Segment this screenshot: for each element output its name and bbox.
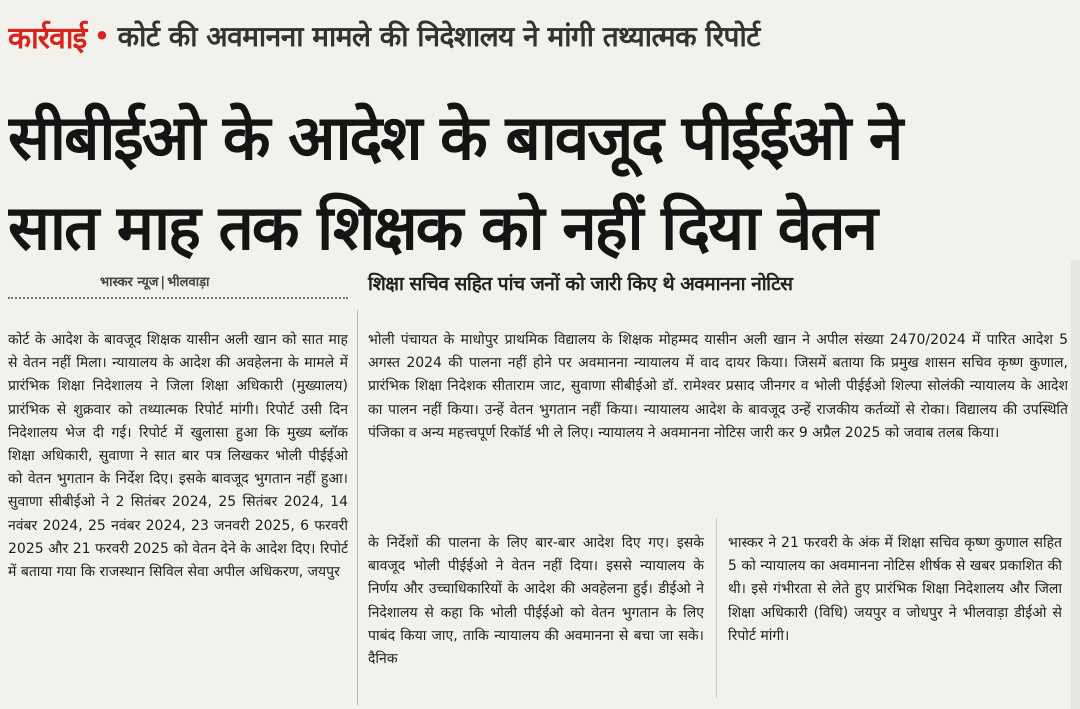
column-divider-secondary [716, 518, 717, 698]
subheading: शिक्षा सचिव सहित पांच जनों को जारी किए थे अवमानना नोटिस [368, 273, 793, 295]
kicker-tag: कार्रवाई [8, 20, 87, 56]
body-column-top: भोली पंचायत के माधोपुर प्राथमिक विद्यालय के शिक्षक मोहम्मद यासीन अली खान ने अपील संख्या 2470/2024 में पारित आदेश 5 अगस्त 2024 की पालना नहीं होने पर अवमानना न्यायालय में वाद दायर किया। जिसमें बताया कि प्रमुख शासन सचिव कृष्ण कुणाल, प्रारंभिक शिक्षा निदेशक सीताराम जाट, सुवाणा सीबीईओ डॉ. रामेश्वर प्रसाद जीनगर व भोली पीईईओ शिल्पा सोलंकी न्यायालय के आदेश का पालन नहीं किया। उन्हें वेतन भुगतान नहीं किया। न्यायालय आदेश के बावजूद उन्हें राजकीय कर्तव्यों से रोका। विद्यालय की उपस्थिति पंजिका व अन्य महत्त्वपूर्ण रिकॉर्ड भी ले लिए। न्यायालय ने अवमानना नोटिस जारी कर 9 अप्रैल 2025 को जवाब तलब किया। [368, 332, 1068, 441]
headline [8, 93, 1072, 273]
byline-separator: | [160, 275, 166, 290]
body-column-middle: के निर्देशों की पालना के लिए बार-बार आदेश दिए गए। इसके बावजूद भोली पीईईओ ने वेतन नहीं दिया। इससे न्यायालय के निर्णय और उच्चाधिकारियों के आदेश की अवहेलना हुई। डीईओ ने निदेशालय से कहा कि भोली पीईईओ को वेतन भुगतान के लिए पाबंद किया जाए, ताकि न्यायालय की अवमानना से बचा जा सके। दैनिक [368, 535, 704, 668]
adjacent-column-crop [1071, 260, 1080, 709]
body-column-left: कोर्ट के आदेश के बावजूद शिक्षक यासीन अली खान को सात माह से वेतन नहीं मिला। न्यायालय के आदेश की अवहेलना के मामले में प्रारंभिक शिक्षा निदेशालय ने जिला शिक्षा अधिकारी (मुख्यालय) प्रारंभिक से शुक्रवार को तथ्यात्मक रिपोर्ट मांगी। रिपोर्ट उसी दिन निदेशालय भेज दी गई। रिपोर्ट में खुलासा हुआ कि मुख्य ब्लॉक शिक्षा अधिकारी, सुवाणा ने सात बार पत्र लिखकर भोली पीईईओ को वेतन भुगतान के निर्देश दिए। इसके बावजूद भुगतान नहीं हुआ। सुवाणा सीबीईओ ने 2 सितंबर 2024, 25 सितंबर 2024, 14 नवंबर 2024, 25 नवंबर 2024, 23 जनवरी 2025, 6 फरवरी 2025 और 21 फरवरी 2025 को वेतन देने के आदेश दिए। रिपोर्ट में बताया गया कि राजस्थान सिविल सेवा अपील अधिकरण, जयपुर [8, 332, 348, 581]
kicker-text: कोर्ट की अवमानना मामले की निदेशालय ने मांगी तथ्यात्मक रिपोर्ट [117, 20, 760, 53]
byline-divider [8, 297, 348, 299]
headline-line-1: सीबीईओ के आदेश के बावजूद पीईईओ ने [8, 101, 902, 175]
byline-location: भीलवाड़ा [167, 275, 210, 290]
byline-source: भास्कर न्यूज [100, 275, 159, 290]
body-column-right: भास्कर ने 21 फरवरी के अंक में शिक्षा सचिव कृष्ण कुणाल सहित 5 को न्यायालय का अवमानना नोटिस शीर्षक से खबर प्रकाशित की थी। इसे गंभीरता से लेते हुए प्रारंभिक शिक्षा निदेशालय और जिला शिक्षा अधिकारी (विधि) जयपुर व जोधपुर ने भीलवाड़ा डीईओ से रिपोर्ट मांगी। [728, 535, 1062, 644]
byline [100, 272, 209, 290]
column-divider [357, 310, 358, 705]
kicker-line [8, 4, 1072, 68]
headline-line-2: सात माह तक शिक्षक को नहीं दिया वेतन [8, 191, 876, 265]
kicker-bullet: • [94, 22, 110, 50]
